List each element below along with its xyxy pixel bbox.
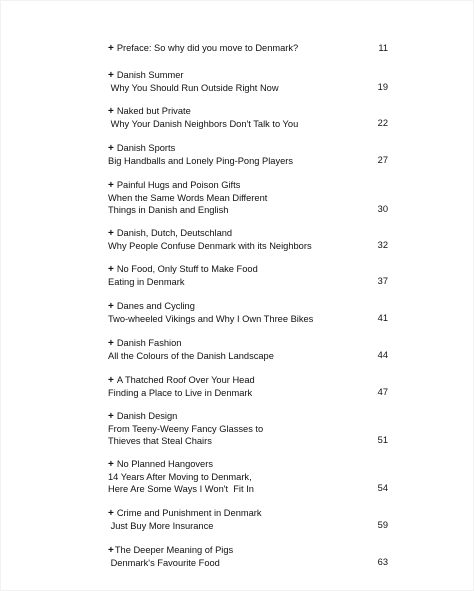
toc-page-number: 37: [377, 276, 388, 286]
toc-subtitle: Big Handballs and Lonely Ping-Pong Players: [108, 156, 294, 166]
toc-subtitle: 14 Years After Moving to Denmark,: [108, 472, 252, 482]
plus-icon: +: [108, 180, 114, 191]
toc-title: + Danish, Dutch, Deutschland: [108, 228, 233, 239]
plus-icon: +: [108, 411, 114, 422]
toc-title: + Painful Hugs and Poison Gifts: [108, 180, 241, 191]
toc-page-number: 32: [377, 240, 388, 250]
toc-title: + Danish Fashion: [108, 338, 182, 349]
toc-page-number: 22: [377, 118, 388, 128]
toc-entry: [108, 227, 388, 252]
toc-title: + A Thatched Roof Over Your Head: [108, 375, 255, 386]
toc-page-number: 41: [377, 313, 388, 323]
toc-page-number: 44: [377, 350, 388, 360]
toc-title: + Danes and Cycling: [108, 301, 195, 312]
plus-icon: +: [108, 228, 114, 239]
toc-subtitle: When the Same Words Mean Different: [108, 193, 268, 203]
plus-icon: +: [108, 43, 114, 54]
toc-subtitle: Things in Danish and English: [108, 205, 229, 215]
toc-subtitle: Thieves that Steal Chairs: [108, 436, 212, 446]
toc-title: + Danish Sports: [108, 143, 176, 154]
toc-entry: [108, 142, 388, 167]
toc-title: + No Food, Only Stuff to Make Food: [108, 264, 258, 275]
plus-icon: +: [108, 106, 114, 117]
toc-entry: [108, 263, 388, 288]
toc-subtitle: Why Your Danish Neighbors Don't Talk to You: [108, 119, 299, 129]
plus-icon: +: [108, 301, 114, 312]
toc-page-number: 59: [377, 520, 388, 530]
toc-subtitle: Why You Should Run Outside Right Now: [108, 83, 279, 93]
toc-page-number: 51: [377, 435, 388, 445]
toc-subtitle: Denmark's Favourite Food: [108, 558, 220, 568]
toc-entry: [108, 105, 388, 130]
toc-entry: [108, 374, 388, 399]
toc-title: + Danish Design: [108, 411, 178, 422]
toc-page-number: 30: [377, 204, 388, 214]
toc-title: + Naked but Private: [108, 106, 191, 117]
toc-title: + No Planned Hangovers: [108, 459, 213, 470]
toc-subtitle: Finding a Place to Live in Denmark: [108, 388, 253, 398]
toc-title: + Preface: So why did you move to Denmark?: [108, 43, 299, 54]
toc-subtitle: Here Are Some Ways I Won't Fit In: [108, 484, 254, 494]
toc-subtitle: From Teeny-Weeny Fancy Glasses to: [108, 424, 264, 434]
toc-subtitle: Two-wheeled Vikings and Why I Own Three Bikes: [108, 314, 314, 324]
plus-icon: +: [108, 375, 114, 386]
toc-entry: [108, 179, 388, 216]
plus-icon: +: [108, 264, 114, 275]
toc-page-number: 19: [377, 82, 388, 92]
toc-entry: [108, 507, 388, 532]
toc-subtitle: Just Buy More Insurance: [108, 521, 214, 531]
toc-title: + Danish Summer: [108, 70, 184, 81]
plus-icon: +: [108, 70, 114, 81]
toc-subtitle: Why People Confuse Denmark with its Neighbors: [108, 241, 312, 251]
toc-entry: [108, 69, 388, 94]
plus-icon: +: [108, 545, 114, 556]
toc-entry: [108, 458, 388, 495]
toc-subtitle: All the Colours of the Danish Landscape: [108, 351, 274, 361]
toc-entry: [108, 300, 388, 325]
toc-entry: [108, 544, 388, 569]
toc-subtitle: Eating in Denmark: [108, 277, 185, 287]
toc-page-number: 63: [377, 557, 388, 567]
plus-icon: +: [108, 338, 114, 349]
toc-entry: [108, 337, 388, 362]
toc-entry: [108, 42, 388, 55]
toc-title: +The Deeper Meaning of Pigs: [108, 545, 234, 556]
toc-page-number: 11: [378, 43, 388, 53]
toc-entry: [108, 410, 388, 447]
toc-page-number: 27: [377, 155, 388, 165]
plus-icon: +: [108, 143, 114, 154]
plus-icon: +: [108, 508, 114, 519]
toc-page-number: 47: [377, 387, 388, 397]
toc-page-number: 54: [377, 483, 388, 493]
plus-icon: +: [108, 459, 114, 470]
toc-title: + Crime and Punishment in Denmark: [108, 508, 262, 519]
